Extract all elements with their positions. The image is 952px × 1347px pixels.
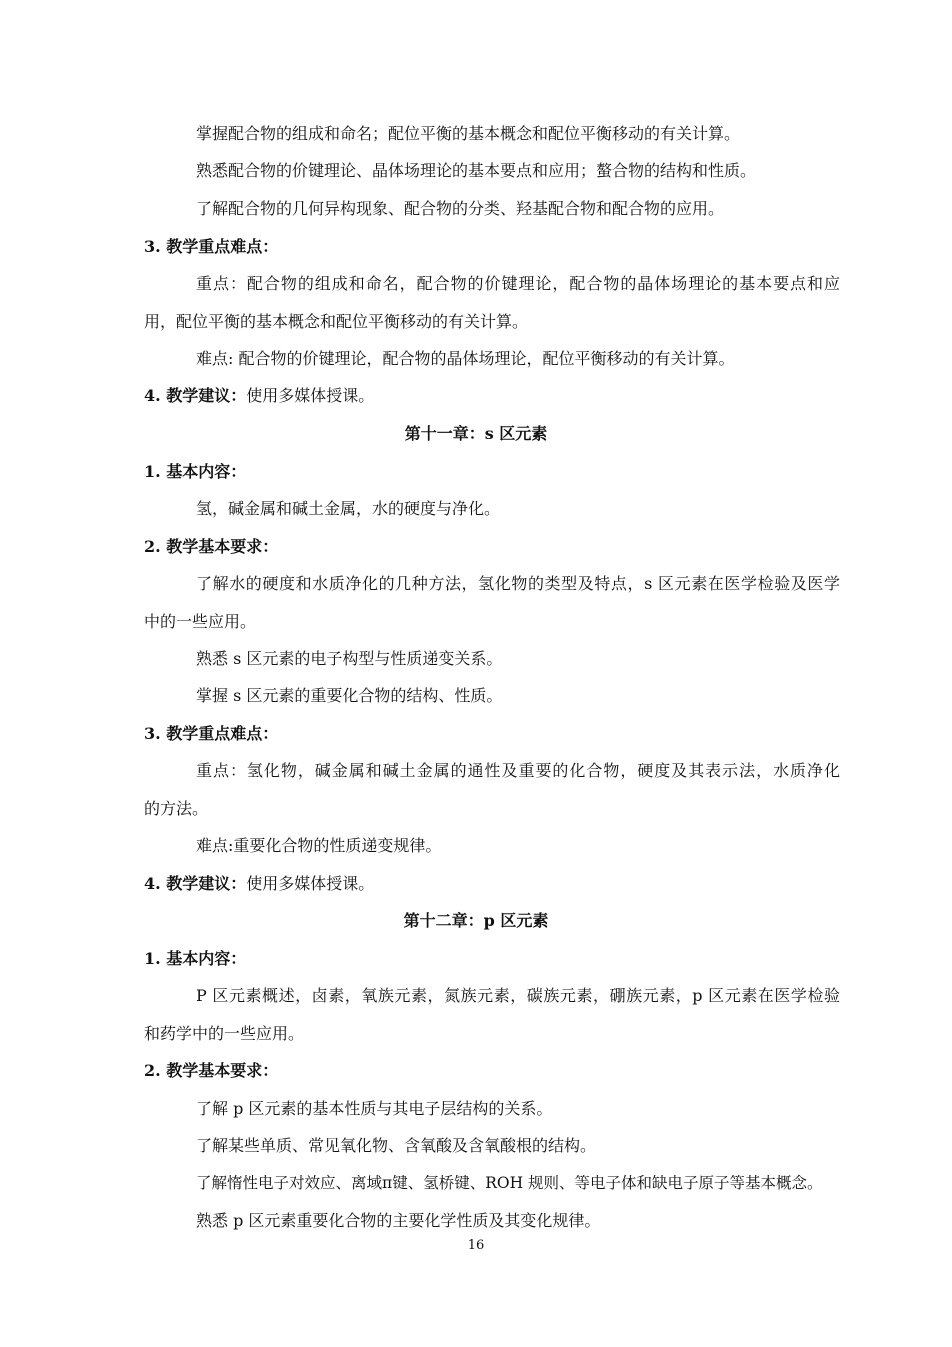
section-heading: 3. 教学重点难点： bbox=[144, 237, 279, 256]
section-heading: 1. 基本内容： bbox=[144, 949, 247, 968]
paragraph-line: 了解水的硬度和水质净化的几种方法，氢化物的类型及特点，s 区元素在医学检验及医学 bbox=[196, 574, 840, 593]
paragraph-line: 掌握 s 区元素的重要化合物的结构、性质。 bbox=[196, 686, 503, 705]
paragraph-line: 氢，碱金属和碱土金属，水的硬度与净化。 bbox=[196, 499, 501, 518]
section-heading: 2. 教学基本要求： bbox=[144, 537, 279, 556]
teaching-suggestion bbox=[144, 386, 374, 406]
paragraph-line: 和药学中的一些应用。 bbox=[144, 1024, 305, 1043]
page-number: 16 bbox=[467, 1238, 485, 1253]
paragraph-line: 难点:重要化合物的性质递变规律。 bbox=[196, 836, 442, 855]
paragraph-line: 用，配位平衡的基本概念和配位平衡移动的有关计算。 bbox=[144, 312, 529, 331]
paragraph-line: 了解某些单质、常见氧化物、含氧酸及含氧酸根的结构。 bbox=[196, 1136, 597, 1155]
requirement-line: 掌握配合物的组成和命名；配位平衡的基本概念和配位平衡移动的有关计算。 bbox=[196, 124, 741, 143]
paragraph-line: 熟悉 p 区元素重要化合物的主要化学性质及其变化规律。 bbox=[196, 1211, 601, 1230]
paragraph-line: 中的一些应用。 bbox=[144, 612, 257, 631]
teaching-suggestion bbox=[144, 874, 374, 894]
chapter-title: 第十一章：s 区元素 bbox=[404, 424, 548, 443]
requirement-line: 了解配合物的几何异构现象、配合物的分类、羟基配合物和配合物的应用。 bbox=[196, 199, 725, 218]
paragraph-line: 的方法。 bbox=[144, 799, 209, 818]
chapter-title: 第十二章：p 区元素 bbox=[403, 911, 549, 930]
section-heading: 3. 教学重点难点： bbox=[144, 724, 279, 743]
suggestion-text: 使用多媒体授课。 bbox=[246, 386, 375, 405]
suggestion-label: 4. 教学建议： bbox=[144, 874, 247, 893]
suggestion-label: 4. 教学建议： bbox=[144, 386, 247, 405]
suggestion-text: 使用多媒体授课。 bbox=[246, 874, 375, 893]
paragraph-line: 熟悉 s 区元素的电子构型与性质递变关系。 bbox=[196, 649, 503, 668]
requirement-line: 熟悉配合物的价键理论、晶体场理论的基本要点和应用；螯合物的结构和性质。 bbox=[196, 161, 757, 180]
paragraph-line: P 区元素概述，卤素，氧族元素，氮族元素，碳族元素，硼族元素，p 区元素在医学检验 bbox=[196, 986, 840, 1005]
section-heading: 2. 教学基本要求： bbox=[144, 1061, 279, 1080]
paragraph-line: 重点：氢化物，碱金属和碱土金属的通性及重要的化合物，硬度及其表示法，水质净化 bbox=[196, 761, 840, 780]
section-heading: 1. 基本内容： bbox=[144, 462, 247, 481]
paragraph-line: 重点：配合物的组成和命名，配合物的价键理论，配合物的晶体场理论的基本要点和应 bbox=[196, 274, 840, 293]
paragraph-line: 难点: 配合物的价键理论，配合物的晶体场理论，配位平衡移动的有关计算。 bbox=[196, 349, 735, 368]
paragraph-line: 了解惰性电子对效应、离域π键、氢桥键、ROH 规则、等电子体和缺电子原子等基本概念。 bbox=[196, 1174, 823, 1192]
paragraph-line: 了解 p 区元素的基本性质与其电子层结构的关系。 bbox=[196, 1099, 553, 1118]
